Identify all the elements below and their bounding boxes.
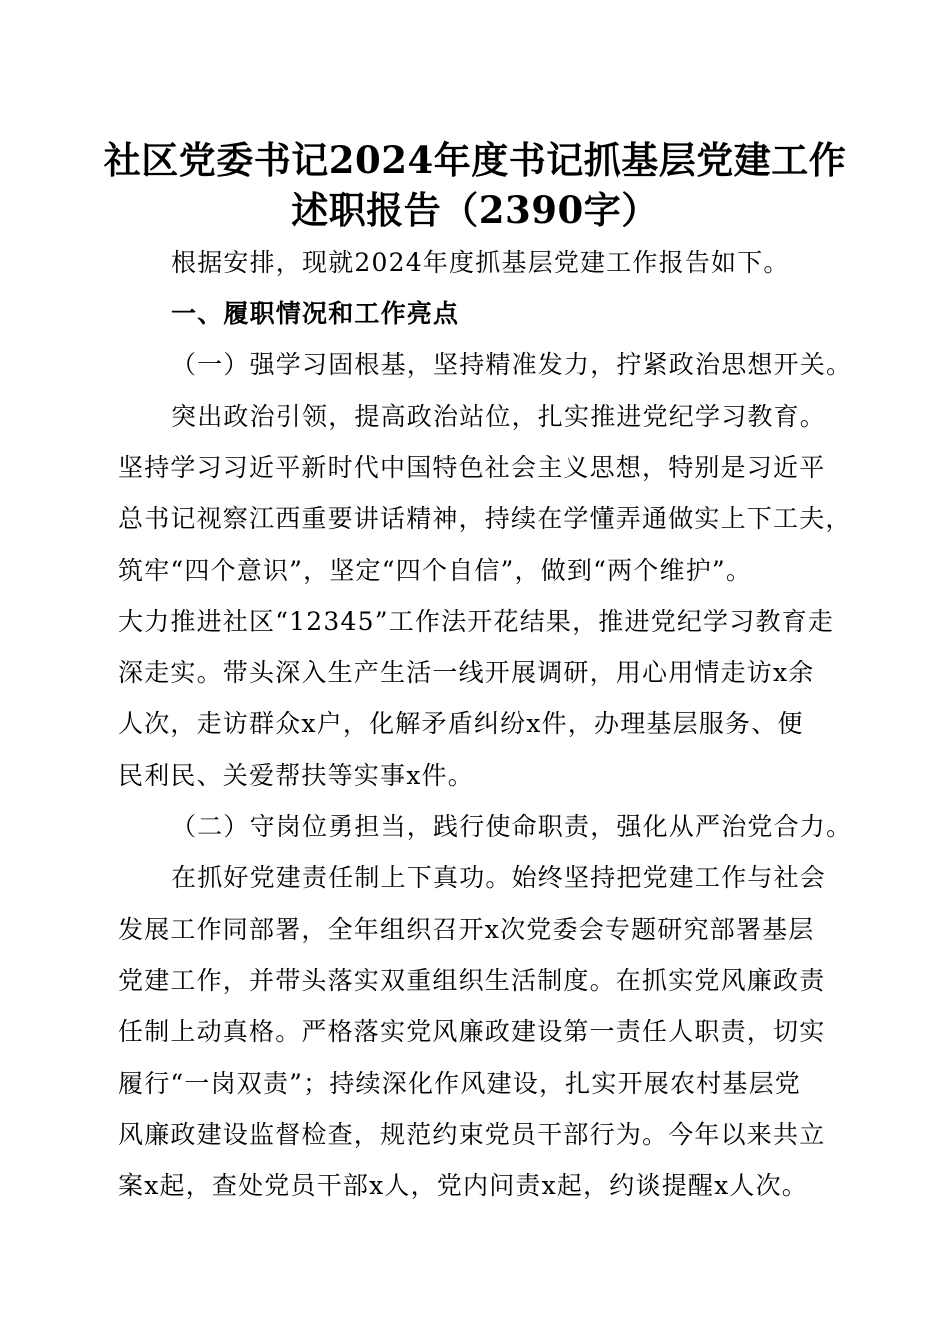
document-title-line-2: 述职报告（2390字）	[291, 188, 659, 232]
paragraph-line: 党建工作，并带头落实双重组织生活制度。在抓实党风廉政责	[118, 966, 826, 995]
paragraph-line: 总书记视察江西重要讲话精神，持续在学懂弄通做实上下工夫，	[118, 504, 852, 533]
paragraph-line: 任制上动真格。严格落实党风廉政建设第一责任人职责，切实	[118, 1017, 826, 1046]
paragraph-line: 发展工作同部署，全年组织召开x次党委会专题研究部署基层	[118, 915, 815, 944]
paragraph-line: 坚持学习习近平新时代中国特色社会主义思想，特别是习近平	[118, 453, 826, 482]
section-heading-1: 一、履职情况和工作亮点	[171, 299, 460, 328]
paragraph-line: 在抓好党建责任制上下真功。始终坚持把党建工作与社会	[171, 863, 827, 892]
paragraph-line: 案x起，查处党员干部x人，党内问责x起，约谈提醒x人次。	[118, 1171, 808, 1200]
subsection-heading-1: （一）强学习固根基，坚持精准发力，拧紧政治思想开关。	[171, 350, 853, 379]
paragraph-line: 人次，走访群众x户，化解矛盾纠纷x件，办理基层服务、便	[118, 709, 804, 738]
paragraph-line: 大力推进社区“12345”工作法开花结果，推进党纪学习教育走	[118, 607, 835, 636]
paragraph-line: 深走实。带头深入生产生活一线开展调研，用心用情走访x余	[118, 658, 815, 687]
subsection-heading-2: （二）守岗位勇担当，践行使命职责，强化从严治党合力。	[171, 812, 853, 841]
paragraph-line: 突出政治引领，提高政治站位，扎实推进党纪学习教育。	[171, 402, 827, 431]
paragraph-line: 民利民、关爱帮扶等实事x件。	[118, 761, 474, 790]
paragraph-line: 筑牢“四个意识”，坚定“四个自信”，做到“两个维护”。	[118, 556, 753, 585]
paragraph-line: 风廉政建设监督检查，规范约束党员干部行为。今年以来共立	[118, 1120, 826, 1149]
paragraph-line: 履行“一岗双责”；持续深化作风建设，扎实开展农村基层党	[118, 1069, 801, 1098]
document-title-line-1: 社区党委书记2024年度书记抓基层党建工作	[103, 138, 847, 182]
intro-paragraph: 根据安排，现就2024年度抓基层党建工作报告如下。	[171, 248, 790, 277]
